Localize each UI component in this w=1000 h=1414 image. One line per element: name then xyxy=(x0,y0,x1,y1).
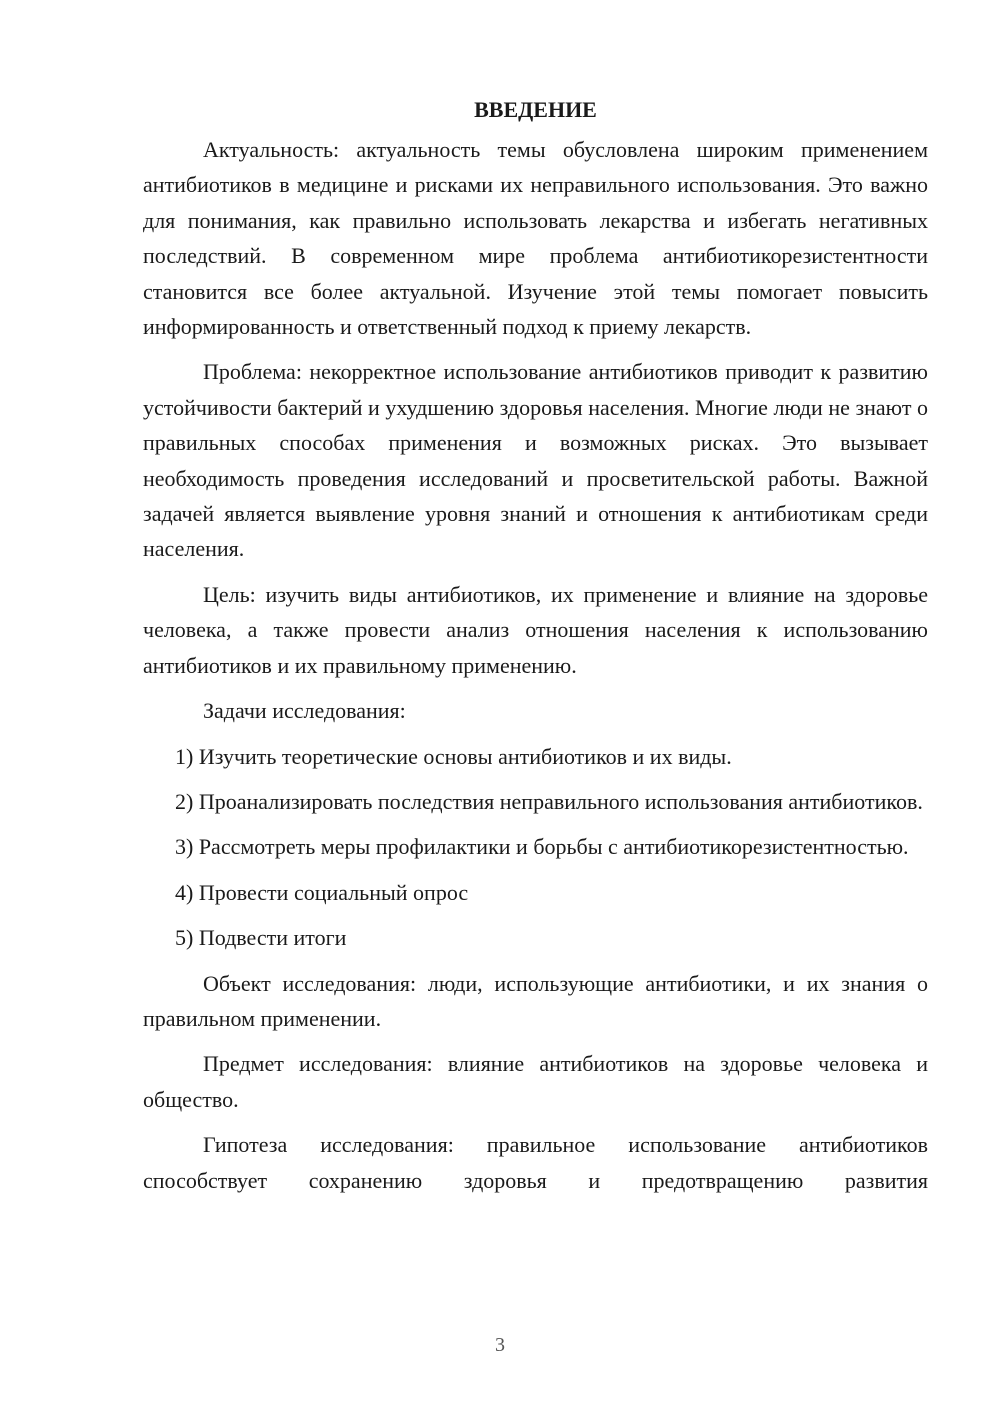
paragraph-problem: Проблема: некорректное использование антибиотиков приводит к развитию устойчивости бактерий и ухудшению здоровья населения. Многие люди не знают о правильных способах применения и возможных рисках. Это вызывает необходимость проведения исследований и просветительской работы. Важной задачей является выявление уровня знаний и отношения к антибиотикам среди населения. xyxy=(143,359,928,562)
task-item-5: 5) Подвести итоги xyxy=(175,925,347,951)
section-title: ВВЕДЕНИЕ xyxy=(474,97,597,122)
task-item-2: 2) Проанализировать последствия неправильного использования антибиотиков. xyxy=(175,788,923,814)
task-item-3: 3) Рассмотреть меры профилактики и борьбы с антибиотикорезистентностью. xyxy=(175,834,909,860)
paragraph-goal: Цель: изучить виды антибиотиков, их применение и влияние на здоровье человека, а также провести анализ отношения населения к использованию антибиотиков и их правильному применению. xyxy=(143,581,928,678)
paragraph-hypothesis: Гипотеза исследования: правильное использование антибиотиков способствует сохранению здоровья и предотвращению развития xyxy=(143,1132,928,1193)
paragraph-subject: Предмет исследования: влияние антибиотиков на здоровье человека и общество. xyxy=(143,1051,928,1112)
page-number: 3 xyxy=(495,1334,505,1356)
paragraph-relevance: Актуальность: актуальность темы обусловлена широким применением антибиотиков в медицине и рисками их неправильного использования. Это важно для понимания, как правильно использовать лекарства и избегать негативных последствий. В современном мире проблема антибиотикорезистентности становится все более актуальной. Изучение этой темы помогает повысить информированность и ответственный подход к приему лекарств. xyxy=(143,137,928,340)
paragraph-object: Объект исследования: люди, использующие антибиотики, и их знания о правильном применении. xyxy=(143,970,928,1031)
task-item-1: 1) Изучить теоретические основы антибиотиков и их виды. xyxy=(175,743,732,769)
tasks-heading: Задачи исследования: xyxy=(203,698,406,724)
task-item-4: 4) Провести социальный опрос xyxy=(175,879,469,905)
document-page xyxy=(143,92,928,1208)
